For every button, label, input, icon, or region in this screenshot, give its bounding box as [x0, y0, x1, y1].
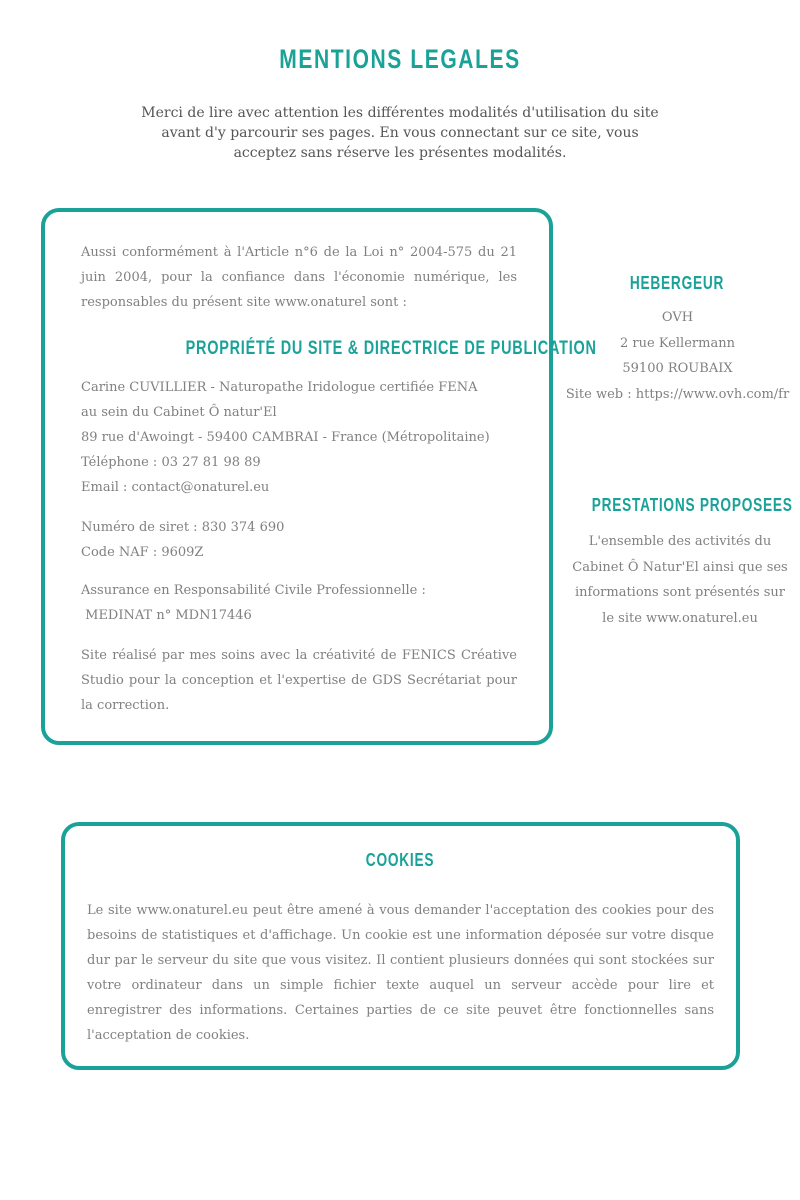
prestations-line: informations sont présentés sur — [574, 585, 786, 600]
site-credits: Site réalisé par mes soins avec la créativité de FENICS Créative Studio pour la conception et l'expertise de GDS Secrétariat pour la correction. — [81, 648, 517, 713]
company-ids — [81, 515, 517, 565]
legal-intro: Aussi conformément à l'Article n°6 de la Loi n° 2004-575 du 21 juin 2004, pour la confiance dans l'économie numérique, les responsables du présent site www.onaturel sont : — [81, 245, 517, 310]
host-website[interactable]: Site web : https://www.ovh.com/fr — [565, 386, 790, 402]
hebergeur-heading: HEBERGEUR — [630, 273, 725, 293]
hebergeur-section — [555, 273, 800, 407]
ownership-heading: PROPRIÉTÉ DU SITE & DIRECTRICE DE PUBLICATION — [185, 338, 597, 359]
insurance-label: Assurance en Responsabilité Civile Professionnelle : — [81, 583, 426, 598]
insurance — [81, 578, 517, 628]
prestations-section — [560, 495, 800, 631]
prestations-line: le site www.onaturel.eu — [602, 610, 758, 626]
owner-cabinet: au sein du Cabinet Ô natur'El — [81, 405, 277, 420]
legal-info-box — [41, 208, 597, 745]
owner-name: Carine CUVILLIER - Naturopathe Iridologue certifiée FENA — [81, 380, 478, 395]
siret-number: Numéro de siret : 830 374 690 — [81, 520, 285, 535]
cookies-heading: COOKIES — [366, 850, 435, 870]
owner-details — [81, 375, 531, 500]
intro-text: Merci de lire avec attention les différentes modalités d'utilisation du site avant d'y parcourir ses pages. En vous connectant sur ce site, vous acceptez sans réserve les présentes modalités. — [141, 105, 659, 161]
prestations-line: Cabinet Ô Natur'El ainsi que ses — [572, 559, 788, 575]
host-name: OVH — [661, 310, 694, 325]
owner-email[interactable]: Email : contact@onaturel.eu — [81, 480, 270, 495]
naf-code: Code NAF : 9609Z — [81, 545, 204, 560]
owner-address: 89 rue d'Awoingt - 59400 CAMBRAI - France (Métropolitaine) — [81, 430, 490, 445]
host-city: 59100 ROUBAIX — [622, 361, 733, 376]
page-title: MENTIONS LEGALES — [279, 44, 521, 74]
cookies-box — [61, 822, 740, 1070]
owner-phone: Téléphone : 03 27 81 98 89 — [81, 455, 261, 470]
host-street: 2 rue Kellermann — [620, 335, 735, 351]
prestations-heading: PRESTATIONS PROPOSEES — [591, 495, 793, 515]
insurance-value: MEDINAT n° MDN17446 — [81, 608, 252, 623]
prestations-line: L'ensemble des activités du — [588, 534, 772, 549]
cookies-text: Le site www.onaturel.eu peut être amené à vous demander l'acceptation des cookies pour des besoins de statistiques et d'affichage. Un cookie est une information déposée sur votre disque dur par le serveur du site que vous visitez. Il contient plusieurs données qui sont stockées sur votre ordinateur dans un simple fichier texte auquel un serveur accède pour lire et enregistrer des informations. Certaines parties de ce site peuvet être fonctionnelles sans l'acceptation de cookies. — [87, 903, 714, 1043]
